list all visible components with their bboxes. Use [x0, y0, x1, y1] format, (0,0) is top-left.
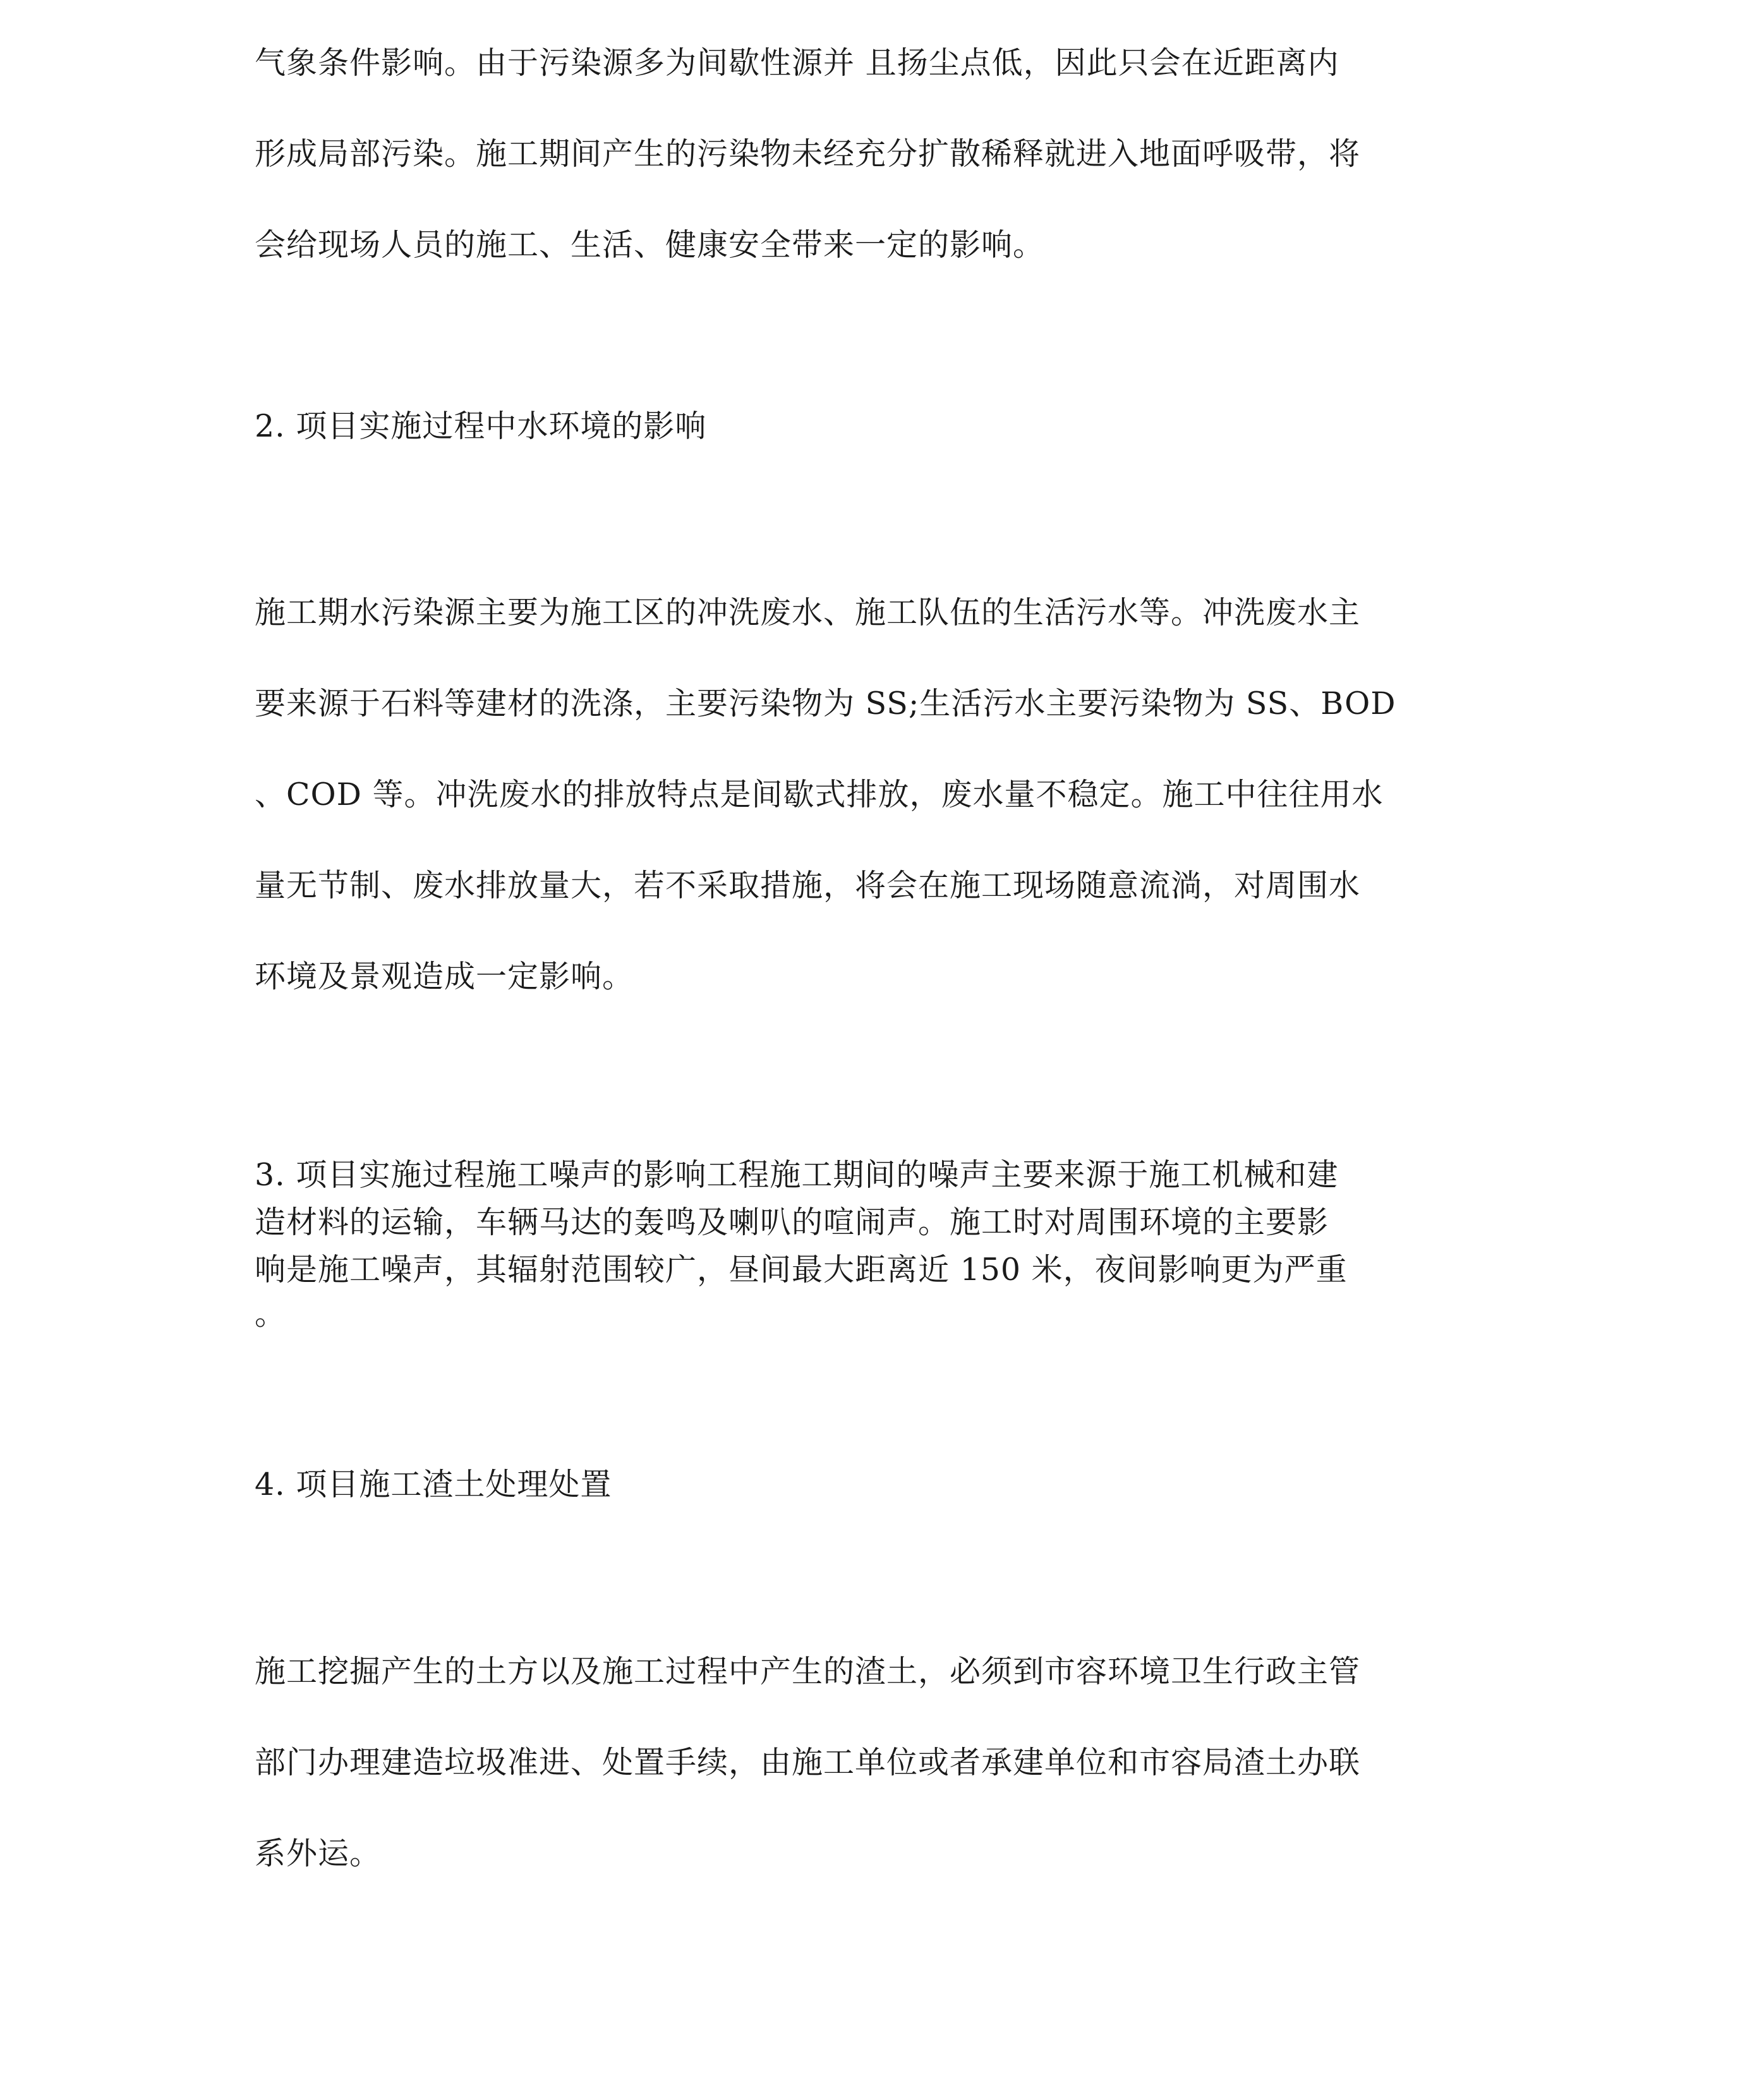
section-heading-water: 2. 项目实施过程中水环境的影响 — [255, 408, 707, 444]
text-line: 造材料的运输，车辆马达的轰鸣及喇叭的喧闹声。施工时对周围环境的主要影 — [255, 1204, 1329, 1240]
text-line: 施工期水污染源主要为施工区的冲洗废水、施工队伍的生活污水等。冲洗废水主 — [255, 595, 1361, 631]
text-line: 会给现场人员的施工、生活、健康安全带来一定的影响。 — [255, 227, 1045, 263]
text-line: 3. 项目实施过程施工噪声的影响工程施工期间的噪声主要来源于施工机械和建 — [255, 1157, 1339, 1193]
text-line: 环境及景观造成一定影响。 — [255, 958, 634, 994]
text-line: 要来源于石料等建材的洗涤，主要污染物为 SS;生活污水主要污染物为 SS、BOD — [255, 686, 1396, 722]
text-line: 气象条件影响。由于污染源多为间歇性源并 且扬尘点低，因此只会在近距离内 — [255, 45, 1339, 81]
text-line: 部门办理建造垃圾准进、处置手续，由施工单位或者承建单位和市容局渣土办联 — [255, 1744, 1361, 1780]
text-line: 。 — [255, 1296, 287, 1332]
section-heading-spoil: 4. 项目施工渣土处理处置 — [255, 1466, 612, 1502]
text-line: 系外运。 — [255, 1835, 382, 1871]
text-line: 施工挖掘产生的土方以及施工过程中产生的渣土，必须到市容环境卫生行政主管 — [255, 1653, 1361, 1689]
text-line: 、COD 等。冲洗废水的排放特点是间歇式排放，废水量不稳定。施工中往往用水 — [255, 777, 1384, 813]
text-line: 响是施工噪声，其辐射范围较广，昼间最大距离近 150 米，夜间影响更为严重 — [255, 1252, 1348, 1288]
text-line: 形成局部污染。施工期间产生的污染物未经充分扩散稀释就进入地面呼吸带，将 — [255, 136, 1361, 172]
text-line: 量无节制、废水排放量大，若不采取措施，将会在施工现场随意流淌，对周围水 — [255, 867, 1361, 904]
